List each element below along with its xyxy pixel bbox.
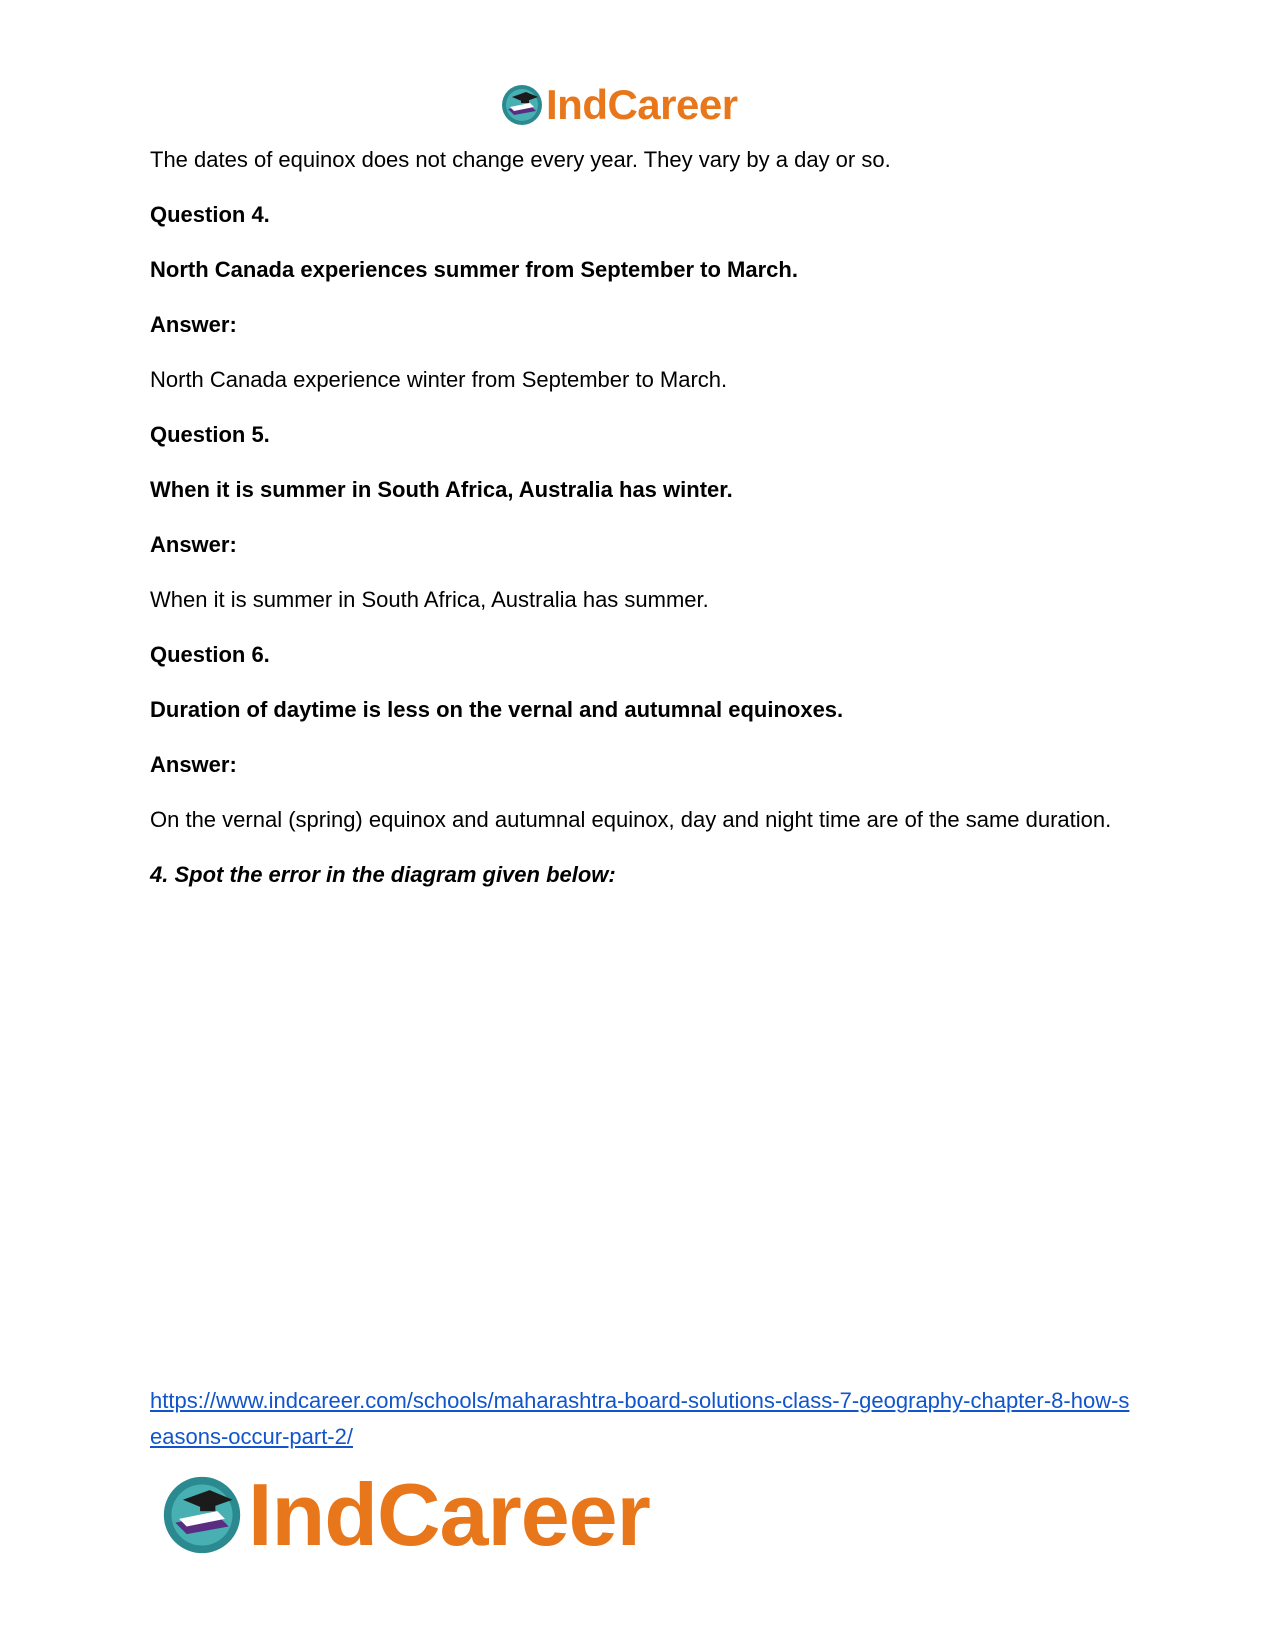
footer-logo bbox=[160, 1465, 650, 1564]
section-4-heading: 4. Spot the error in the diagram given below: bbox=[150, 862, 616, 887]
header-logo-text: IndCareer bbox=[546, 81, 738, 128]
question-6-label: Question 6. bbox=[150, 642, 270, 667]
question-5-text: When it is summer in South Africa, Australia has winter. bbox=[150, 477, 733, 502]
question-6-answer-label: Answer: bbox=[150, 752, 237, 777]
question-4-answer-label: Answer: bbox=[150, 312, 237, 337]
footer-logo-text: IndCareer bbox=[248, 1465, 650, 1564]
source-link[interactable]: https://www.indcareer.com/schools/maharashtra-board-solutions-class-7-geography-chapter-8-how-seasons-occur-part-2/ bbox=[150, 1388, 1130, 1449]
header-logo bbox=[500, 80, 738, 130]
graduation-book-icon bbox=[160, 1473, 244, 1557]
graduation-book-icon bbox=[500, 83, 544, 127]
question-4-text: North Canada experiences summer from September to March. bbox=[150, 257, 798, 282]
question-4-answer: North Canada experience winter from September to March. bbox=[150, 367, 728, 392]
question-5-answer: When it is summer in South Africa, Australia has summer. bbox=[150, 587, 709, 612]
question-6-text: Duration of daytime is less on the vernal and autumnal equinoxes. bbox=[150, 697, 844, 722]
question-6-answer: On the vernal (spring) equinox and autumnal equinox, day and night time are of the same duration. bbox=[150, 807, 1112, 832]
question-4-label: Question 4. bbox=[150, 202, 270, 227]
question-5-label: Question 5. bbox=[150, 422, 270, 447]
question-5-answer-label: Answer: bbox=[150, 532, 237, 557]
document-body bbox=[150, 145, 1130, 915]
paragraph-equinox-dates: The dates of equinox does not change every year. They vary by a day or so. bbox=[150, 147, 891, 172]
